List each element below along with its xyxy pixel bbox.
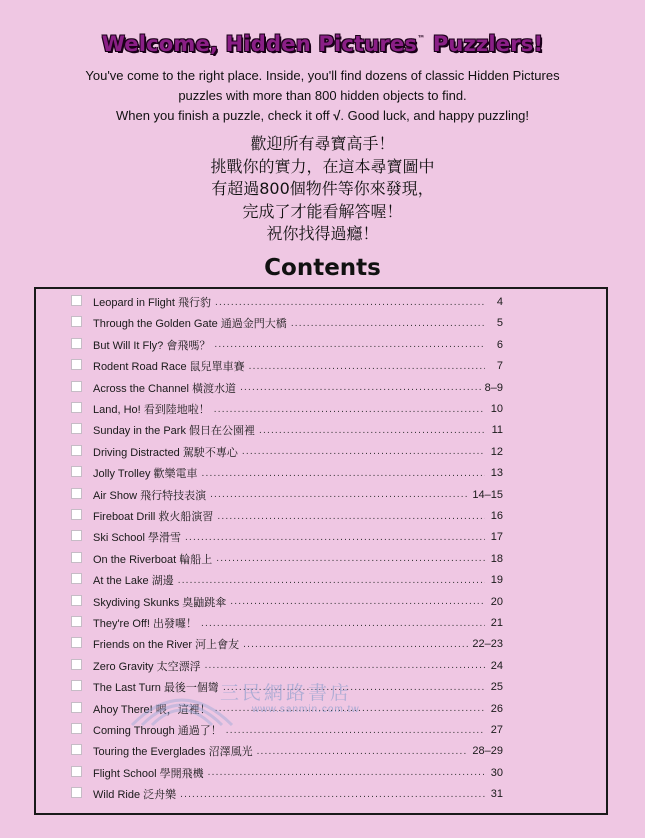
toc-page-number: 7 <box>496 360 503 373</box>
toc-entry <box>93 550 503 568</box>
dot-leader <box>201 618 485 629</box>
toc-page-number: 11 <box>491 424 503 437</box>
title-text-end: Puzzlers! <box>425 32 544 56</box>
toc-title: Wild Ride 泛舟樂 <box>93 789 177 802</box>
toc-page-number: 31 <box>490 788 503 801</box>
dot-leader <box>217 511 485 522</box>
checkbox[interactable] <box>71 316 82 327</box>
toc-page-number: 24 <box>490 659 503 672</box>
toc-entry <box>93 464 503 482</box>
toc-title: Flight School 學開飛機 <box>93 767 204 780</box>
toc-entry <box>93 785 503 803</box>
dot-leader <box>291 318 485 329</box>
chinese-line: 完成了才能看解答喔！ <box>242 201 403 221</box>
toc-page-number: 10 <box>490 403 503 415</box>
toc-title: Fireboat Drill 救火船演習 <box>93 511 214 523</box>
checkbox[interactable] <box>71 723 82 734</box>
toc-title: But Will It Fly? 會飛嗎？ <box>93 339 211 352</box>
toc-title: Air Show 飛行特技表演 <box>93 489 207 502</box>
chinese-line: 歡迎所有尋寶高手！ <box>250 134 395 153</box>
checkbox[interactable] <box>71 637 82 648</box>
intro-line-2: puzzles with more than 800 hidden objects to find. <box>178 88 467 103</box>
toc-page-number: 5 <box>496 317 503 330</box>
toc-page-number: 26 <box>490 702 503 715</box>
toc-page-number: 17 <box>490 531 503 544</box>
dot-leader <box>180 789 485 800</box>
toc-entry <box>93 764 503 782</box>
checkbox[interactable] <box>71 402 82 413</box>
dot-leader <box>202 468 485 479</box>
toc-entry <box>93 486 503 504</box>
dot-leader <box>214 404 485 415</box>
toc-entry <box>93 421 503 439</box>
toc-page-number: 14–15 <box>472 488 503 501</box>
toc-entry <box>93 443 503 461</box>
toc-page-number: 12 <box>490 445 503 458</box>
contents-heading: Contents <box>264 255 381 281</box>
toc-title: Rodent Road Race 鼠兒單車賽 <box>93 361 245 374</box>
toc-entry <box>93 379 503 397</box>
toc-page-number: 13 <box>490 467 503 480</box>
toc-title: They're Off! 出發囉！ <box>93 618 197 630</box>
checkbox[interactable] <box>71 423 82 434</box>
toc-title: Ahoy There! 喂，這裡！ <box>93 703 211 716</box>
toc-title: Through the Golden Gate 通過金門大橋 <box>93 318 287 331</box>
toc-entry <box>93 593 503 611</box>
intro-line-3a: When you finish a puzzle, check it off <box>115 108 334 123</box>
toc-entry <box>93 357 503 375</box>
toc-title: Touring the Everglades 沼澤風光 <box>93 746 253 759</box>
intro-line-1: You've come to the right place. Inside, you'll find dozens of classic Hidden Pictures <box>85 68 560 83</box>
checkbox[interactable] <box>71 552 82 563</box>
checkbox[interactable] <box>71 466 82 477</box>
toc-title: On the Riverboat 輪船上 <box>93 553 213 566</box>
dot-leader <box>226 725 485 736</box>
toc-title: Land, Ho! 看到陸地啦！ <box>93 404 210 416</box>
toc-entry <box>93 507 503 525</box>
toc-page-number: 21 <box>490 617 503 629</box>
toc-title: Jolly Trolley 歡樂電車 <box>93 468 198 481</box>
checkbox[interactable] <box>71 509 82 520</box>
toc-entry <box>93 336 503 354</box>
toc-title: Zero Gravity 太空漂浮 <box>93 660 201 673</box>
checkbox[interactable] <box>71 295 82 306</box>
checkbox[interactable] <box>71 680 82 691</box>
toc-title: Driving Distracted 駕駛不專心 <box>93 446 238 459</box>
checkbox[interactable] <box>71 659 82 670</box>
checkbox[interactable] <box>71 338 82 349</box>
toc-entry <box>93 314 503 332</box>
page-title <box>0 32 645 56</box>
dot-leader <box>185 532 485 543</box>
toc-page-number: 8–9 <box>484 381 503 394</box>
toc-page-number: 18 <box>490 552 503 565</box>
trademark-symbol: ™ <box>417 34 426 43</box>
checkbox[interactable] <box>71 488 82 499</box>
watermark-text: 三民網路書店 <box>220 682 353 704</box>
dot-leader <box>243 639 468 650</box>
checkbox[interactable] <box>71 766 82 777</box>
checkbox[interactable] <box>71 616 82 627</box>
toc-title: Ski School 學滑雪 <box>93 532 182 545</box>
checkbox[interactable] <box>71 445 82 456</box>
toc-page-number: 20 <box>490 595 503 608</box>
dot-leader <box>214 339 485 350</box>
chinese-line: 挑戰你的實力，在這本尋寶圖中 <box>210 156 435 176</box>
toc-entry <box>93 614 503 632</box>
chinese-line: 有超過800個物件等你來發現， <box>211 179 434 198</box>
dot-leader <box>216 553 485 564</box>
checkbox[interactable] <box>71 787 82 798</box>
title-text: Welcome, Hidden Pictures <box>101 32 418 56</box>
dot-leader <box>178 575 485 586</box>
toc-entry <box>93 571 503 589</box>
toc-title: The Last Turn 最後一個彎 <box>93 682 219 695</box>
dot-leader <box>205 660 485 671</box>
chinese-intro <box>0 133 645 246</box>
toc-page-number: 6 <box>496 338 503 351</box>
intro-line-3b: . Good luck, and happy puzzling! <box>340 108 530 123</box>
toc-entry <box>93 635 503 653</box>
toc-entry <box>93 742 503 760</box>
checkbox[interactable] <box>71 744 82 755</box>
toc-entry <box>93 528 503 546</box>
toc-page-number: 27 <box>490 724 503 736</box>
toc-page-number: 4 <box>496 296 503 308</box>
watermark-url: www.sanmin.com.tw <box>252 704 360 715</box>
toc-title: Skydiving Skunks 臭鼬跳傘 <box>93 596 227 609</box>
toc-page-number: 22–23 <box>472 638 503 651</box>
dot-leader <box>240 382 481 393</box>
dot-leader <box>208 767 485 778</box>
toc-title: Leopard in Flight 飛行豹 <box>93 297 211 309</box>
toc-entry <box>93 293 503 311</box>
toc-page-number: 30 <box>490 766 503 779</box>
dot-leader <box>249 361 485 372</box>
chinese-line: 祝你找得過癮！ <box>266 224 379 243</box>
dot-leader <box>215 297 485 308</box>
checkbox[interactable] <box>71 595 82 606</box>
toc-title: Across the Channel 橫渡水道 <box>93 382 237 395</box>
toc-title: At the Lake 湖邊 <box>93 575 174 588</box>
toc-entry <box>93 657 503 675</box>
toc-title: Coming Through 通過了！ <box>93 725 222 737</box>
toc-entry <box>93 400 503 418</box>
dot-leader <box>257 746 469 757</box>
checkbox[interactable] <box>71 381 82 392</box>
dot-leader <box>210 489 468 500</box>
intro-paragraph <box>0 66 645 126</box>
checkmark-icon: √ <box>333 108 341 123</box>
toc-title: Friends on the River 河上會友 <box>93 639 240 652</box>
toc-title: Sunday in the Park 假日在公園裡 <box>93 425 256 438</box>
dot-leader <box>242 446 485 457</box>
toc-page-number: 25 <box>490 681 503 694</box>
toc-page-number: 16 <box>490 510 503 522</box>
checkbox[interactable] <box>71 702 82 713</box>
toc-entry <box>93 721 503 739</box>
toc-page-number: 19 <box>490 574 503 587</box>
dot-leader <box>230 596 485 607</box>
checkbox[interactable] <box>71 573 82 584</box>
intro-line-3 <box>0 106 645 126</box>
dot-leader <box>259 425 485 436</box>
toc-page-number: 28–29 <box>472 745 503 758</box>
checkbox[interactable] <box>71 530 82 541</box>
checkbox[interactable] <box>71 359 82 370</box>
